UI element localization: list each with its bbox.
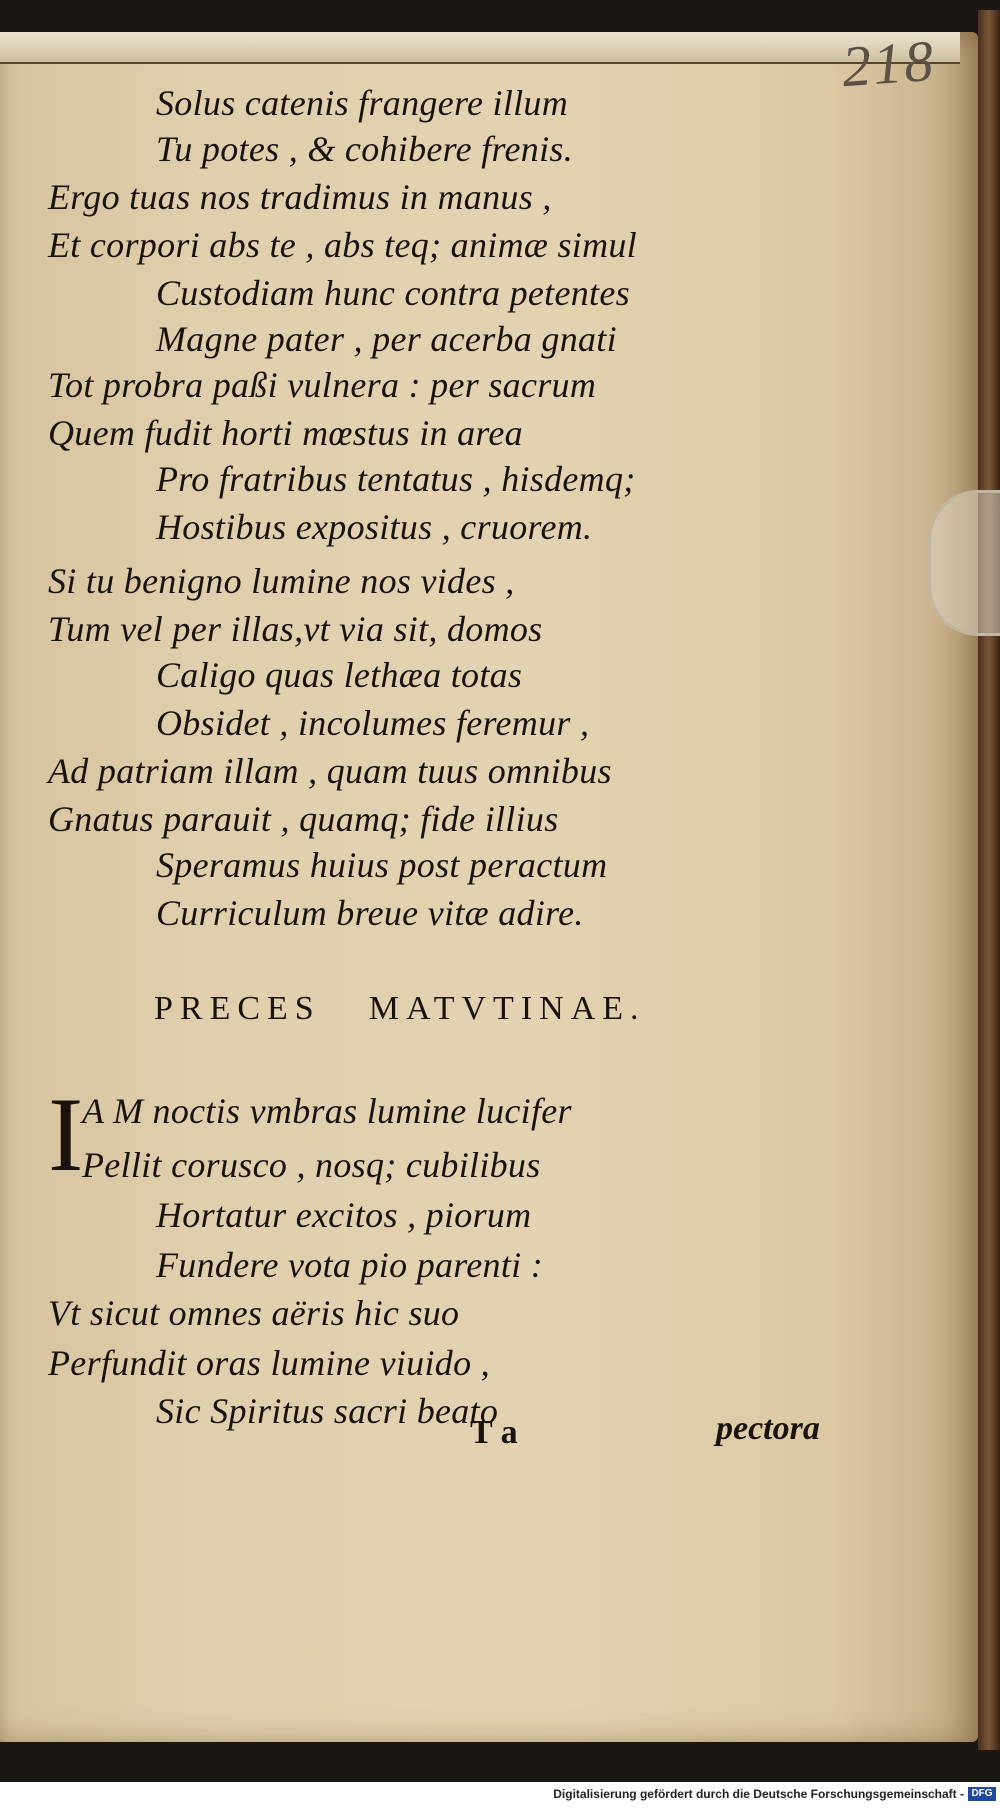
section-heading [154,990,694,1028]
poem-line: Magne pater , per acerba gnati [156,319,617,359]
poem-line: Tu potes , & cohibere frenis. [156,129,574,169]
poem-line: Tot probra paßi vulnera : per sacrum [48,365,597,405]
poem-line: Obsidet , incolumes feremur , [156,703,590,743]
poem-line: Ad patriam illam , quam tuus omnibus [48,751,612,791]
poem-line: Hortatur excitos , piorum [156,1195,532,1235]
poem-line: Ergo tuas nos tradimus in manus , [48,177,552,217]
footer-bar [0,1782,1000,1808]
poem-line: Pro fratribus tentatus , hisdemq; [156,459,636,499]
poem-line: Quem fudit horti mœstus in area [48,413,523,453]
footer-credit: Digitalisierung gefördert durch die Deutsche Forschungsgemeinschaft - [553,1787,964,1801]
poem-line: Sic Spiritus sacri beato [156,1391,499,1431]
poem-line: Fundere vota pio parenti : [156,1245,544,1285]
heading-word: PRECES [154,990,321,1027]
poem-line: Speramus huius post peractum [156,845,608,885]
poem-line: Pellit corusco , nosq; cubilibus [82,1145,541,1185]
poem-line: Caligo quas lethæa totas [156,655,523,695]
poem-line: Tum vel per illas,vt via sit, domos [48,609,543,649]
poem-line: Solus catenis frangere illum [156,83,569,123]
signature-mark: T a [470,1414,518,1451]
poem-line: Curriculum breue vitæ adire. [156,893,584,933]
drop-capital: I [48,1076,84,1193]
poem-line: Hostibus expositus , cruorem. [156,507,593,547]
heading-word: MATVTINAE. [368,990,646,1027]
poem-line: Vt sicut omnes aëris hic suo [48,1293,460,1333]
folio-number: 218 [839,27,938,100]
poem-line: Custodiam hunc contra petentes [156,273,630,313]
book-spine [978,10,1000,1750]
poem-line: Si tu benigno lumine nos vides , [48,561,515,601]
dfg-logo-icon: DFG [968,1787,996,1801]
poem-line: A M noctis vmbras lumine lucifer [82,1091,572,1131]
poem-line: Perfundit oras lumine viuido , [48,1343,490,1383]
poem-line: Et corpori abs te , abs teq; animæ simul [48,225,637,265]
poem-line: Gnatus parauit , quamq; fide illius [48,799,559,839]
catchword: pectora [716,1410,820,1447]
top-page-edge [0,32,960,64]
page-tab [928,490,1000,636]
